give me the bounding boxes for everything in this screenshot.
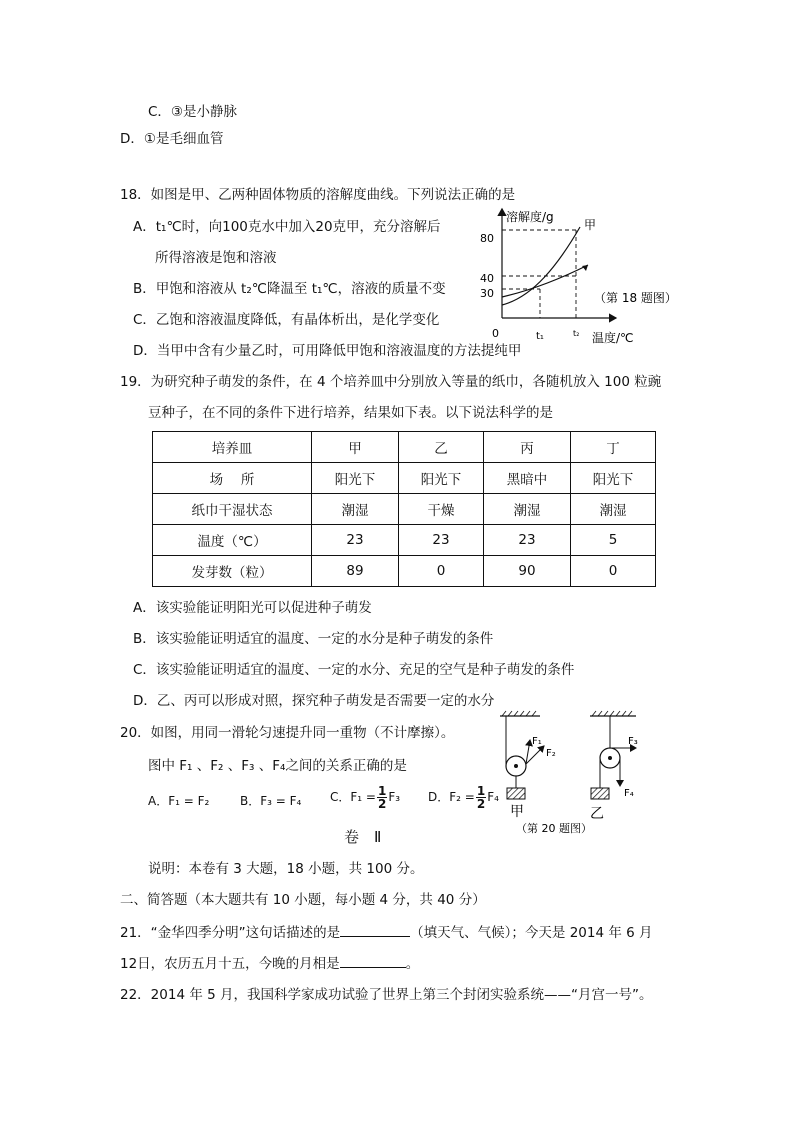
graph-label-jia: 甲 xyxy=(584,218,597,232)
label-yi: 乙 xyxy=(590,806,604,822)
q20-option-d-suffix: F₄ xyxy=(487,790,499,804)
curve-yi xyxy=(502,265,588,297)
q17-option-d: D．①是毛细血管 xyxy=(120,131,224,147)
table-cell: 潮湿 xyxy=(312,494,399,525)
fraction-half xyxy=(476,785,486,810)
weight-jia xyxy=(507,788,525,799)
table-cell: 0 xyxy=(571,556,656,587)
curve-jia xyxy=(502,227,580,305)
table-row xyxy=(153,556,656,587)
q21-line1 xyxy=(120,922,653,942)
q20-option-c xyxy=(330,783,400,811)
fraction-half xyxy=(377,785,387,810)
table-cell: 23 xyxy=(484,525,571,556)
graph-caption: （第 18 题图） xyxy=(594,291,677,305)
q20-option-c-suffix: F₃ xyxy=(388,790,401,804)
q19-table xyxy=(152,431,656,587)
table-cell: 纸巾干湿状态 xyxy=(153,494,312,525)
graph-origin: 0 xyxy=(492,327,499,340)
fraction-numerator: 1 xyxy=(377,784,387,798)
table-cell: 阳光下 xyxy=(571,463,656,494)
weight-yi xyxy=(591,788,609,799)
answer-blank-1[interactable] xyxy=(340,922,410,937)
table-cell: 89 xyxy=(312,556,399,587)
q20-option-a: A．F₁ = F₂ xyxy=(148,794,210,808)
q19-stem-cont: 豆种子，在不同的条件下进行培养，结果如下表。以下说法科学的是 xyxy=(148,405,553,421)
answer-blank-2[interactable] xyxy=(340,953,406,968)
table-row xyxy=(153,463,656,494)
q20-stem-cont: 图中 F₁ 、F₂ 、F₃ 、F₄之间的关系正确的是 xyxy=(148,758,407,774)
table-cell: 丁 xyxy=(571,432,656,463)
q18-option-a: A．t₁℃时，向100克水中加入20克甲，充分溶解后 xyxy=(133,219,441,235)
graph-ytick-40: 40 xyxy=(480,272,494,285)
table-cell: 甲 xyxy=(312,432,399,463)
table-cell: 23 xyxy=(399,525,484,556)
force-f3: F₃ xyxy=(628,736,638,747)
section-note: 说明：本卷有 3 大题，18 小题，共 100 分。 xyxy=(148,861,424,877)
q20-option-d-prefix: D．F₂ = xyxy=(428,790,475,804)
fraction-denominator: 2 xyxy=(377,797,387,811)
q22-stem: 22．2014 年 5 月，我国科学家成功试验了世界上第三个封闭实验系统——“月宫一号”。 xyxy=(120,987,653,1003)
force-f2: F₂ xyxy=(546,748,556,759)
q20-option-b: B．F₃ = F₄ xyxy=(240,794,302,808)
fraction-numerator: 1 xyxy=(476,784,486,798)
q21-text-a: 21．“金华四季分明”这句话描述的是 xyxy=(120,925,341,941)
table-cell: 0 xyxy=(399,556,484,587)
fraction-denominator: 2 xyxy=(476,797,486,811)
table-cell: 丙 xyxy=(484,432,571,463)
q20-pulley-figure xyxy=(494,710,684,840)
graph-ytick-80: 80 xyxy=(480,232,494,245)
table-cell: 90 xyxy=(484,556,571,587)
table-cell: 干燥 xyxy=(399,494,484,525)
q18-option-c: C．乙饱和溶液温度降低，有晶体析出，是化学变化 xyxy=(133,312,440,328)
table-cell: 潮湿 xyxy=(571,494,656,525)
table-header-row xyxy=(153,432,656,463)
table-cell: 发芽数（粒） xyxy=(153,556,312,587)
q19-option-b: B．该实验能证明适宜的温度、一定的水分是种子萌发的条件 xyxy=(133,631,494,647)
table-row xyxy=(153,525,656,556)
table-cell: 培养皿 xyxy=(153,432,312,463)
label-jia: 甲 xyxy=(510,804,524,820)
graph-xtick-t1: t₁ xyxy=(536,331,544,342)
graph-ytick-30: 30 xyxy=(480,287,494,300)
table-cell: 乙 xyxy=(399,432,484,463)
q20-option-d xyxy=(428,783,499,811)
q18-option-b: B．甲饱和溶液从 t₂℃降温至 t₁℃，溶液的质量不变 xyxy=(133,281,446,297)
q20-caption: （第 20 题图） xyxy=(516,822,592,835)
table-cell: 场 所 xyxy=(153,463,312,494)
q19-option-a: A．该实验能证明阳光可以促进种子萌发 xyxy=(133,600,372,616)
q20-option-c-prefix: C．F₁ = xyxy=(330,790,376,804)
table-cell: 阳光下 xyxy=(312,463,399,494)
force-f4: F₄ xyxy=(624,788,634,799)
q17-option-c: C．③是小静脉 xyxy=(148,104,238,120)
force-f1: F₁ xyxy=(532,736,542,747)
q18-solubility-graph xyxy=(478,205,678,345)
graph-xtick-t2: t₂ xyxy=(573,329,580,338)
table-cell: 5 xyxy=(571,525,656,556)
graph-xlabel: 温度/℃ xyxy=(592,331,634,345)
section-heading: 二、简答题（本大题共有 10 小题，每小题 4 分，共 40 分） xyxy=(120,892,486,908)
q19-option-d: D．乙、丙可以形成对照，探究种子萌发是否需要一定的水分 xyxy=(133,693,495,709)
q21-text-b: （填天气、气候）；今天是 2014 年 6 月 xyxy=(410,925,653,941)
table-cell: 黑暗中 xyxy=(484,463,571,494)
q19-option-c: C．该实验能证明适宜的温度、一定的水分、充足的空气是种子萌发的条件 xyxy=(133,662,575,678)
q21-line2 xyxy=(120,953,419,973)
q21-text-d: 。 xyxy=(405,956,420,972)
q19-stem: 19．为研究种子萌发的条件，在 4 个培养皿中分别放入等量的纸巾，各随机放入 100 粒豌 xyxy=(120,374,662,390)
table-cell: 潮湿 xyxy=(484,494,571,525)
q18-option-d: D．当甲中含有少量乙时，可用降低甲饱和溶液温度的方法提纯甲 xyxy=(133,343,522,359)
graph-ylabel: 溶解度/g xyxy=(506,210,554,224)
q20-stem: 20．如图，用同一滑轮匀速提升同一重物（不计摩擦）。 xyxy=(120,725,455,741)
table-cell: 阳光下 xyxy=(399,463,484,494)
q18-option-a-cont: 所得溶液是饱和溶液 xyxy=(155,250,277,266)
table-cell: 23 xyxy=(312,525,399,556)
table-cell: 温度（℃） xyxy=(153,525,312,556)
table-row xyxy=(153,494,656,525)
q18-stem: 18．如图是甲、乙两种固体物质的溶解度曲线。下列说法正确的是 xyxy=(120,187,516,203)
section-title: 卷 Ⅱ xyxy=(344,828,382,846)
q21-text-c: 12日，农历五月十五，今晚的月相是 xyxy=(120,956,340,972)
